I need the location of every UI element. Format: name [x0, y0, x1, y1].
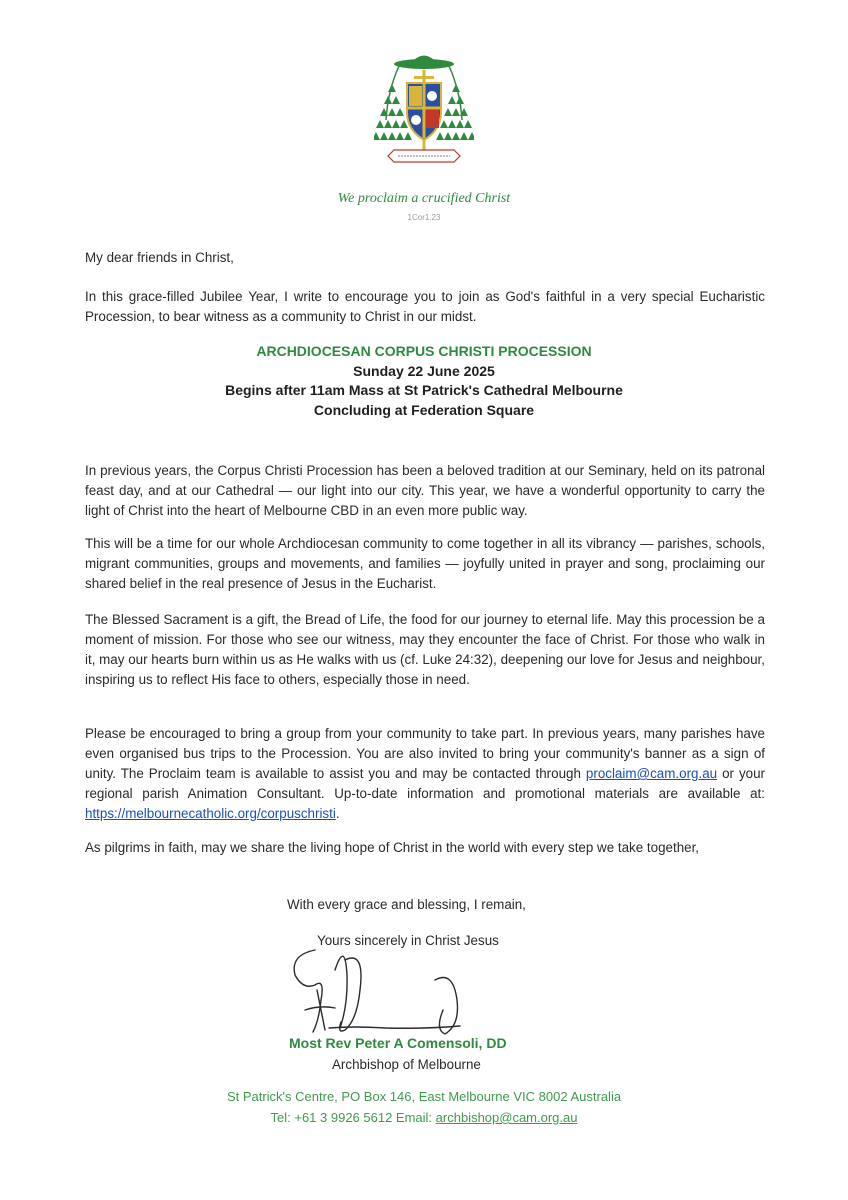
corpus-christi-url-link[interactable]: https://melbournecatholic.org/corpuschristi — [85, 806, 336, 821]
event-title: ARCHDIOCESAN CORPUS CHRISTI PROCESSION — [256, 343, 592, 359]
footer-address: St Patrick's Centre, PO Box 146, East Melbourne VIC 8002 Australia — [226, 1089, 622, 1104]
intro-paragraph: In this grace-filled Jubilee Year, I write to encourage you to join as God's faithful in a very special Eucharistic Procession, to bear witness as a community to Christ in our midst. — [85, 289, 765, 324]
footer-email-link[interactable]: archbishop@cam.org.au — [435, 1110, 578, 1125]
footer-contact — [0, 1110, 848, 1125]
archbishop-coat-of-arms-icon — [374, 50, 474, 180]
participation-text-a: Please be encouraged to bring a group from your community to take part. In previous years, many parishes have even organised bus trips to the Procession. You are also invited to bring your community's banner as a sign of unity. The Proclaim team is available to assist you and may be contacted through — [85, 726, 765, 781]
signatory-title: Archbishop of Melbourne — [332, 1057, 481, 1072]
event-details — [0, 342, 848, 420]
paragraph-community: This will be a time for our whole Archdiocesan community to come together in all its vibrancy — parishes, schools, migrant communities, groups and movements, and families — joyfully united in prayer and song, proclaiming our shared belief in the real presence of Jesus in the Eucharist. — [85, 536, 765, 591]
motto: We proclaim a crucified Christ — [337, 191, 511, 206]
footer-tel: Tel: +61 3 9926 5612 Email: — [270, 1110, 436, 1125]
paragraph-blessed-sacrament: The Blessed Sacrament is a gift, the Bread of Life, the food for our journey to eternal life. May this procession be a moment of mission. For those who see our witness, may they encounter the face of Christ. For those who walk in it, may our hearts burn within us as He walks with us (cf. Luke 24:32), deepening our love for Jesus and neighbour, inspiring us to reflect His face to others, especially those in need. — [85, 612, 765, 687]
sincerely-line: Yours sincerely in Christ Jesus — [317, 933, 499, 948]
closing-line: With every grace and blessing, I remain, — [287, 897, 526, 912]
event-concludes: Concluding at Federation Square — [313, 401, 535, 418]
participation-text-b: or your regional parish Animation Consultant. Up-to-date information and promotional materials are available at: — [85, 766, 766, 801]
event-begins: Begins after 11am Mass at St Patrick's Cathedral Melbourne — [225, 382, 623, 398]
motto-reference: 1Cor1.23 — [407, 213, 441, 222]
paragraph-participation — [85, 724, 765, 824]
paragraph-pilgrims: As pilgrims in faith, may we share the living hope of Christ in the world with every step we take together, — [85, 840, 700, 855]
paragraph-previous-years: In previous years, the Corpus Christi Procession has been a beloved tradition at our Seminary, held on its patronal feast day, and at our Cathedral — our light into our city. This year, we have a wonderful opportunity to carry the light of Christ into the heart of Melbourne CBD in an even more public way. — [85, 463, 765, 518]
participation-text-c: . — [335, 806, 340, 821]
proclaim-email-link[interactable]: proclaim@cam.org.au — [585, 766, 718, 781]
salutation: My dear friends in Christ, — [85, 250, 234, 265]
signatory-name: Most Rev Peter A Comensoli, DD — [289, 1035, 507, 1051]
event-date: Sunday 22 June 2025 — [353, 362, 495, 379]
